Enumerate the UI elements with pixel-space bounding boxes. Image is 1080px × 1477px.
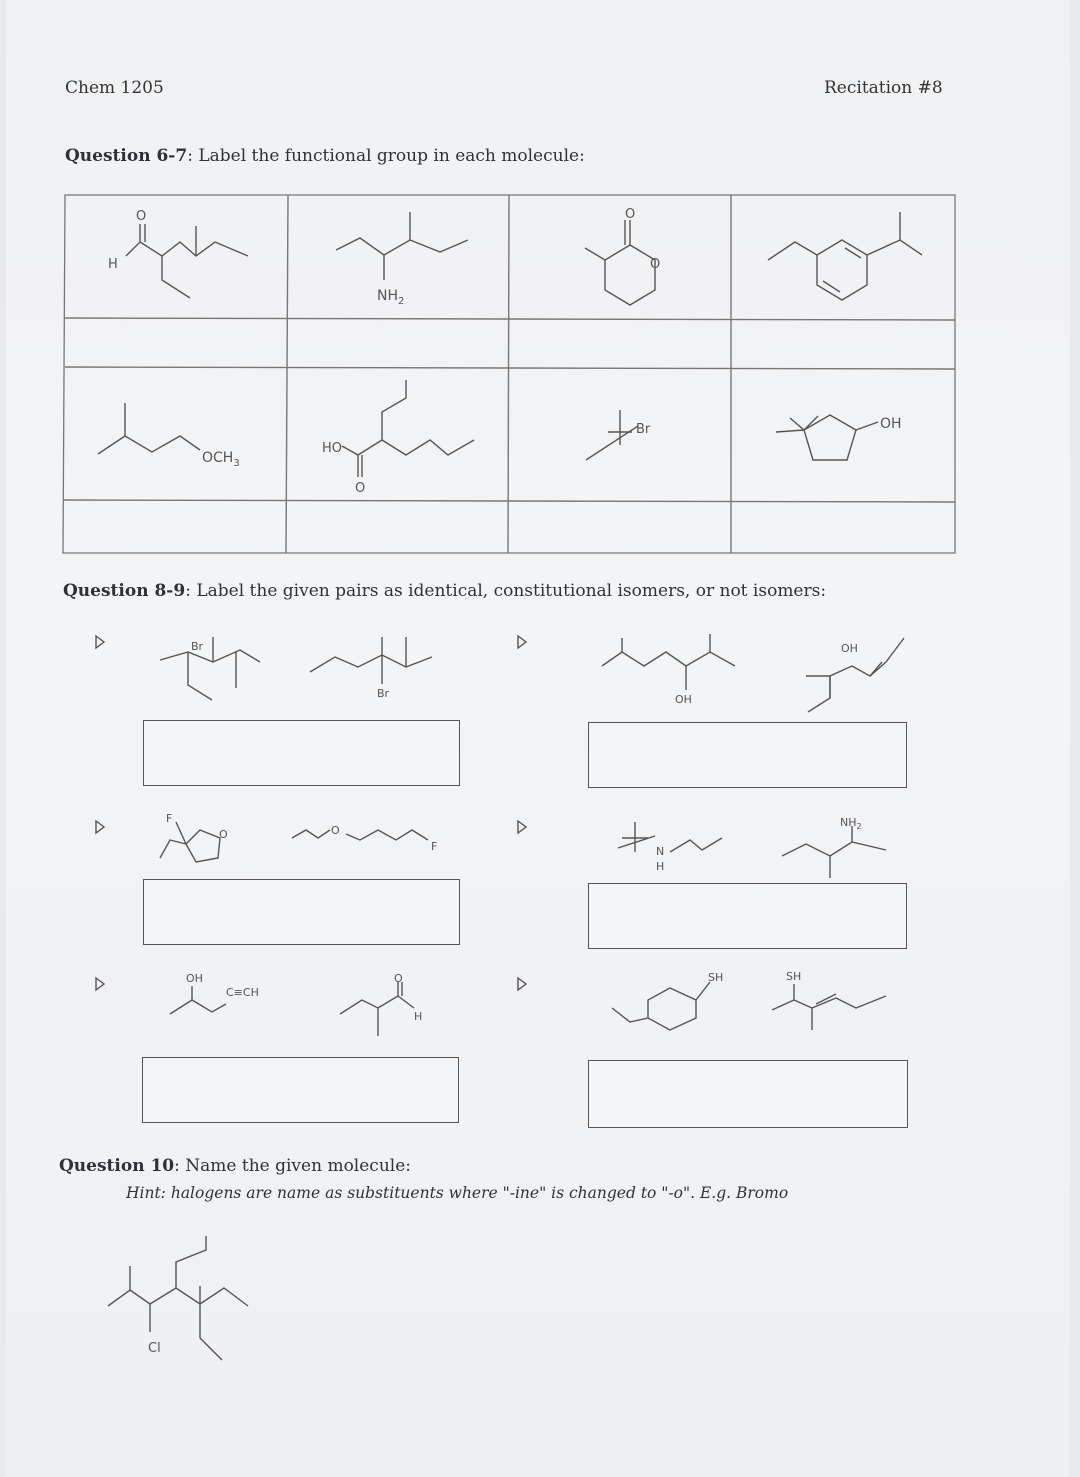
bullet-pair-4 (518, 821, 526, 833)
question-10-text: : Name the given molecule: (174, 1156, 411, 1176)
atom-ho-label: HO (322, 441, 343, 456)
molecule-aromatic (768, 212, 922, 300)
question-8-9-text: : Label the given pairs as identical, constitutional isomers, or not isomers: (185, 581, 827, 601)
molecule-ether (98, 403, 240, 469)
pair4-n-label: N (656, 845, 665, 858)
pair3-o-label: O (219, 828, 228, 841)
question-8-9-number: Question 8-9 (63, 581, 186, 601)
atom-o-label: O (136, 209, 147, 224)
bullet-pair-5 (96, 978, 104, 990)
pair5-oh-label: OH (186, 972, 203, 985)
pair4b-nh2-label: $NH_2$ (840, 816, 862, 831)
pair1b-br-label: Br (377, 687, 390, 700)
atom-oh-label: OH (880, 416, 902, 432)
bullet-pair-3 (96, 821, 104, 833)
question-10-hint: Hint: halogens are name as substituents where "-ine" is changed to "-o". E.g. Bromo (126, 1184, 789, 1202)
atom-nh2-label: $NH_2$ (377, 288, 405, 307)
course-label: Chem 1205 (65, 78, 164, 98)
question-6-7-number: Question 6-7 (65, 146, 188, 166)
bullet-pair-1 (96, 636, 104, 648)
pair1-br-label: Br (191, 640, 204, 653)
ring-o-label: O (650, 257, 661, 272)
functional-group-table (63, 195, 955, 553)
pair-3-molecules (160, 812, 437, 862)
pair6-sh-label: SH (708, 971, 724, 984)
question-10-molecule (108, 1236, 248, 1360)
pair5b-h-label: H (414, 1010, 423, 1023)
bullet-pair-2 (518, 636, 526, 648)
molecule-alkyl-halide (586, 410, 651, 460)
pair2-oh-label: OH (675, 693, 692, 706)
atom-h-label: H (108, 257, 118, 272)
recitation-label: Recitation #8 (824, 78, 943, 98)
atom-br-label: Br (636, 422, 651, 437)
pair-1-molecules (160, 637, 432, 700)
pair5-cch-label: C≡CH (226, 986, 259, 999)
pair6b-sh-label: SH (786, 970, 802, 983)
atom-och3-label: $OCH_3$ (202, 450, 240, 469)
carbonyl-o-label: O (625, 207, 636, 222)
pair4-h-label: H (656, 860, 665, 873)
acid-o-label: O (355, 481, 366, 496)
pair-2-molecules (602, 634, 904, 712)
question-6-7-text: : Label the functional group in each molecule: (187, 146, 585, 166)
pair3-f-label: F (166, 812, 173, 825)
pair-5-molecules (170, 972, 422, 1036)
molecule-aldehyde (108, 209, 248, 298)
question-10-number: Question 10 (59, 1156, 175, 1176)
pair-6-molecules (612, 970, 886, 1030)
atom-cl-label: Cl (148, 1341, 161, 1356)
molecule-carboxylic-acid (322, 380, 474, 496)
pair5b-o-label: O (394, 972, 403, 985)
molecule-lactone (585, 207, 660, 305)
pair3b-o-label: O (331, 824, 340, 837)
pair-4-molecules (618, 816, 886, 878)
molecule-cyclic-alcohol (776, 415, 902, 460)
molecule-amine (336, 212, 468, 307)
pair2b-oh-label: OH (841, 642, 858, 655)
bullet-pair-6 (518, 978, 526, 990)
pair3b-f-label: F (431, 840, 438, 853)
